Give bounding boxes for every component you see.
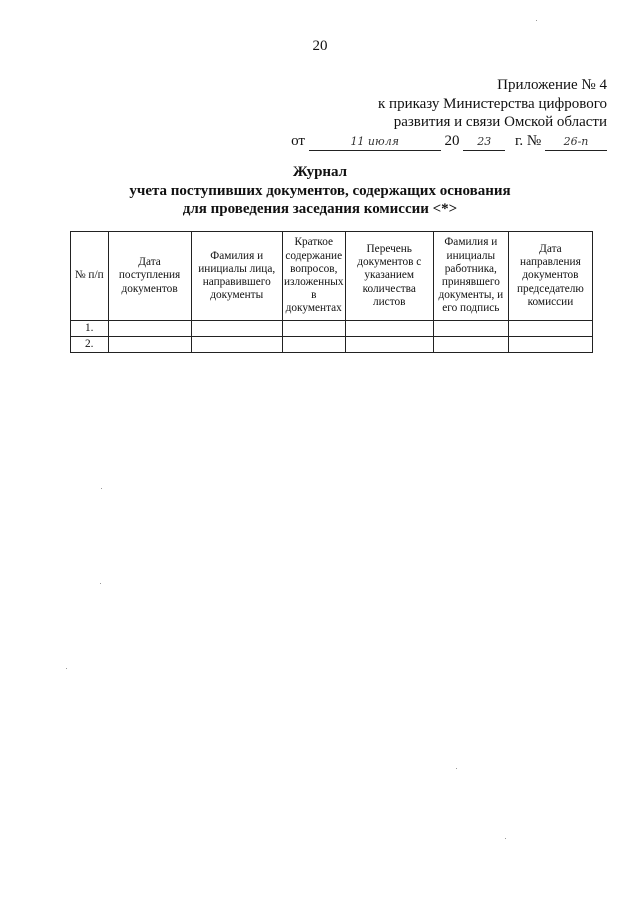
col-header-receipt-date: Дата поступления документов xyxy=(108,232,191,321)
table-cell xyxy=(345,321,433,337)
title-line-3: для проведения заседания комиссии <*> xyxy=(182,201,458,217)
col-header-number: № п/п xyxy=(71,232,109,321)
col-header-summary: Краткое содержание вопросов, изложенных в документах xyxy=(282,232,345,321)
table-cell xyxy=(433,321,508,337)
table-row xyxy=(71,321,593,337)
table-cell xyxy=(345,337,433,353)
col-header-receiver: Фамилия и инициалы работника, принявшего документы, и его подпись xyxy=(433,232,508,321)
table-cell xyxy=(508,337,592,353)
scan-speck xyxy=(66,668,67,669)
table-cell xyxy=(282,321,345,337)
handwritten-number: 26-п xyxy=(545,135,607,151)
table-header-row xyxy=(71,232,593,321)
table-cell xyxy=(108,321,191,337)
col-header-forward-date: Дата направления документов председателю комиссии xyxy=(508,232,592,321)
title-line-1: Журнал xyxy=(292,164,348,180)
page-number: 20 xyxy=(312,38,328,54)
table-cell: 2. xyxy=(71,337,109,353)
appendix-order-line: к приказу Министерства цифрового xyxy=(378,95,607,112)
number-label: г. № xyxy=(514,132,542,149)
table-cell xyxy=(191,321,282,337)
scan-speck xyxy=(456,768,457,769)
table-cell xyxy=(508,321,592,337)
scan-speck xyxy=(505,838,506,839)
table-cell: 1. xyxy=(71,321,109,337)
table-cell xyxy=(108,337,191,353)
handwritten-year: 23 xyxy=(463,135,505,151)
title-line-2: учета поступивших документов, содержащих основания xyxy=(129,182,511,199)
appendix-ministry-line: развития и связи Омской области xyxy=(393,114,607,130)
scan-speck xyxy=(100,583,101,584)
appendix-date-number-line xyxy=(291,132,607,151)
year-prefix: 20 xyxy=(444,132,460,149)
table-cell xyxy=(433,337,508,353)
appendix-block xyxy=(291,76,607,151)
journal-title xyxy=(0,163,640,219)
scan-speck xyxy=(101,488,102,489)
col-header-document-list: Перечень документов с указанием количества листов xyxy=(345,232,433,321)
from-label: от xyxy=(291,132,305,149)
col-header-sender: Фамилия и инициалы лица, направившего документы xyxy=(191,232,282,321)
handwritten-date: 11 июля xyxy=(309,135,441,151)
appendix-title: Приложение № 4 xyxy=(497,77,607,93)
journal-table xyxy=(70,231,593,353)
table-cell xyxy=(191,337,282,353)
table-row xyxy=(71,337,593,353)
table-cell xyxy=(282,337,345,353)
scan-speck xyxy=(536,20,537,21)
